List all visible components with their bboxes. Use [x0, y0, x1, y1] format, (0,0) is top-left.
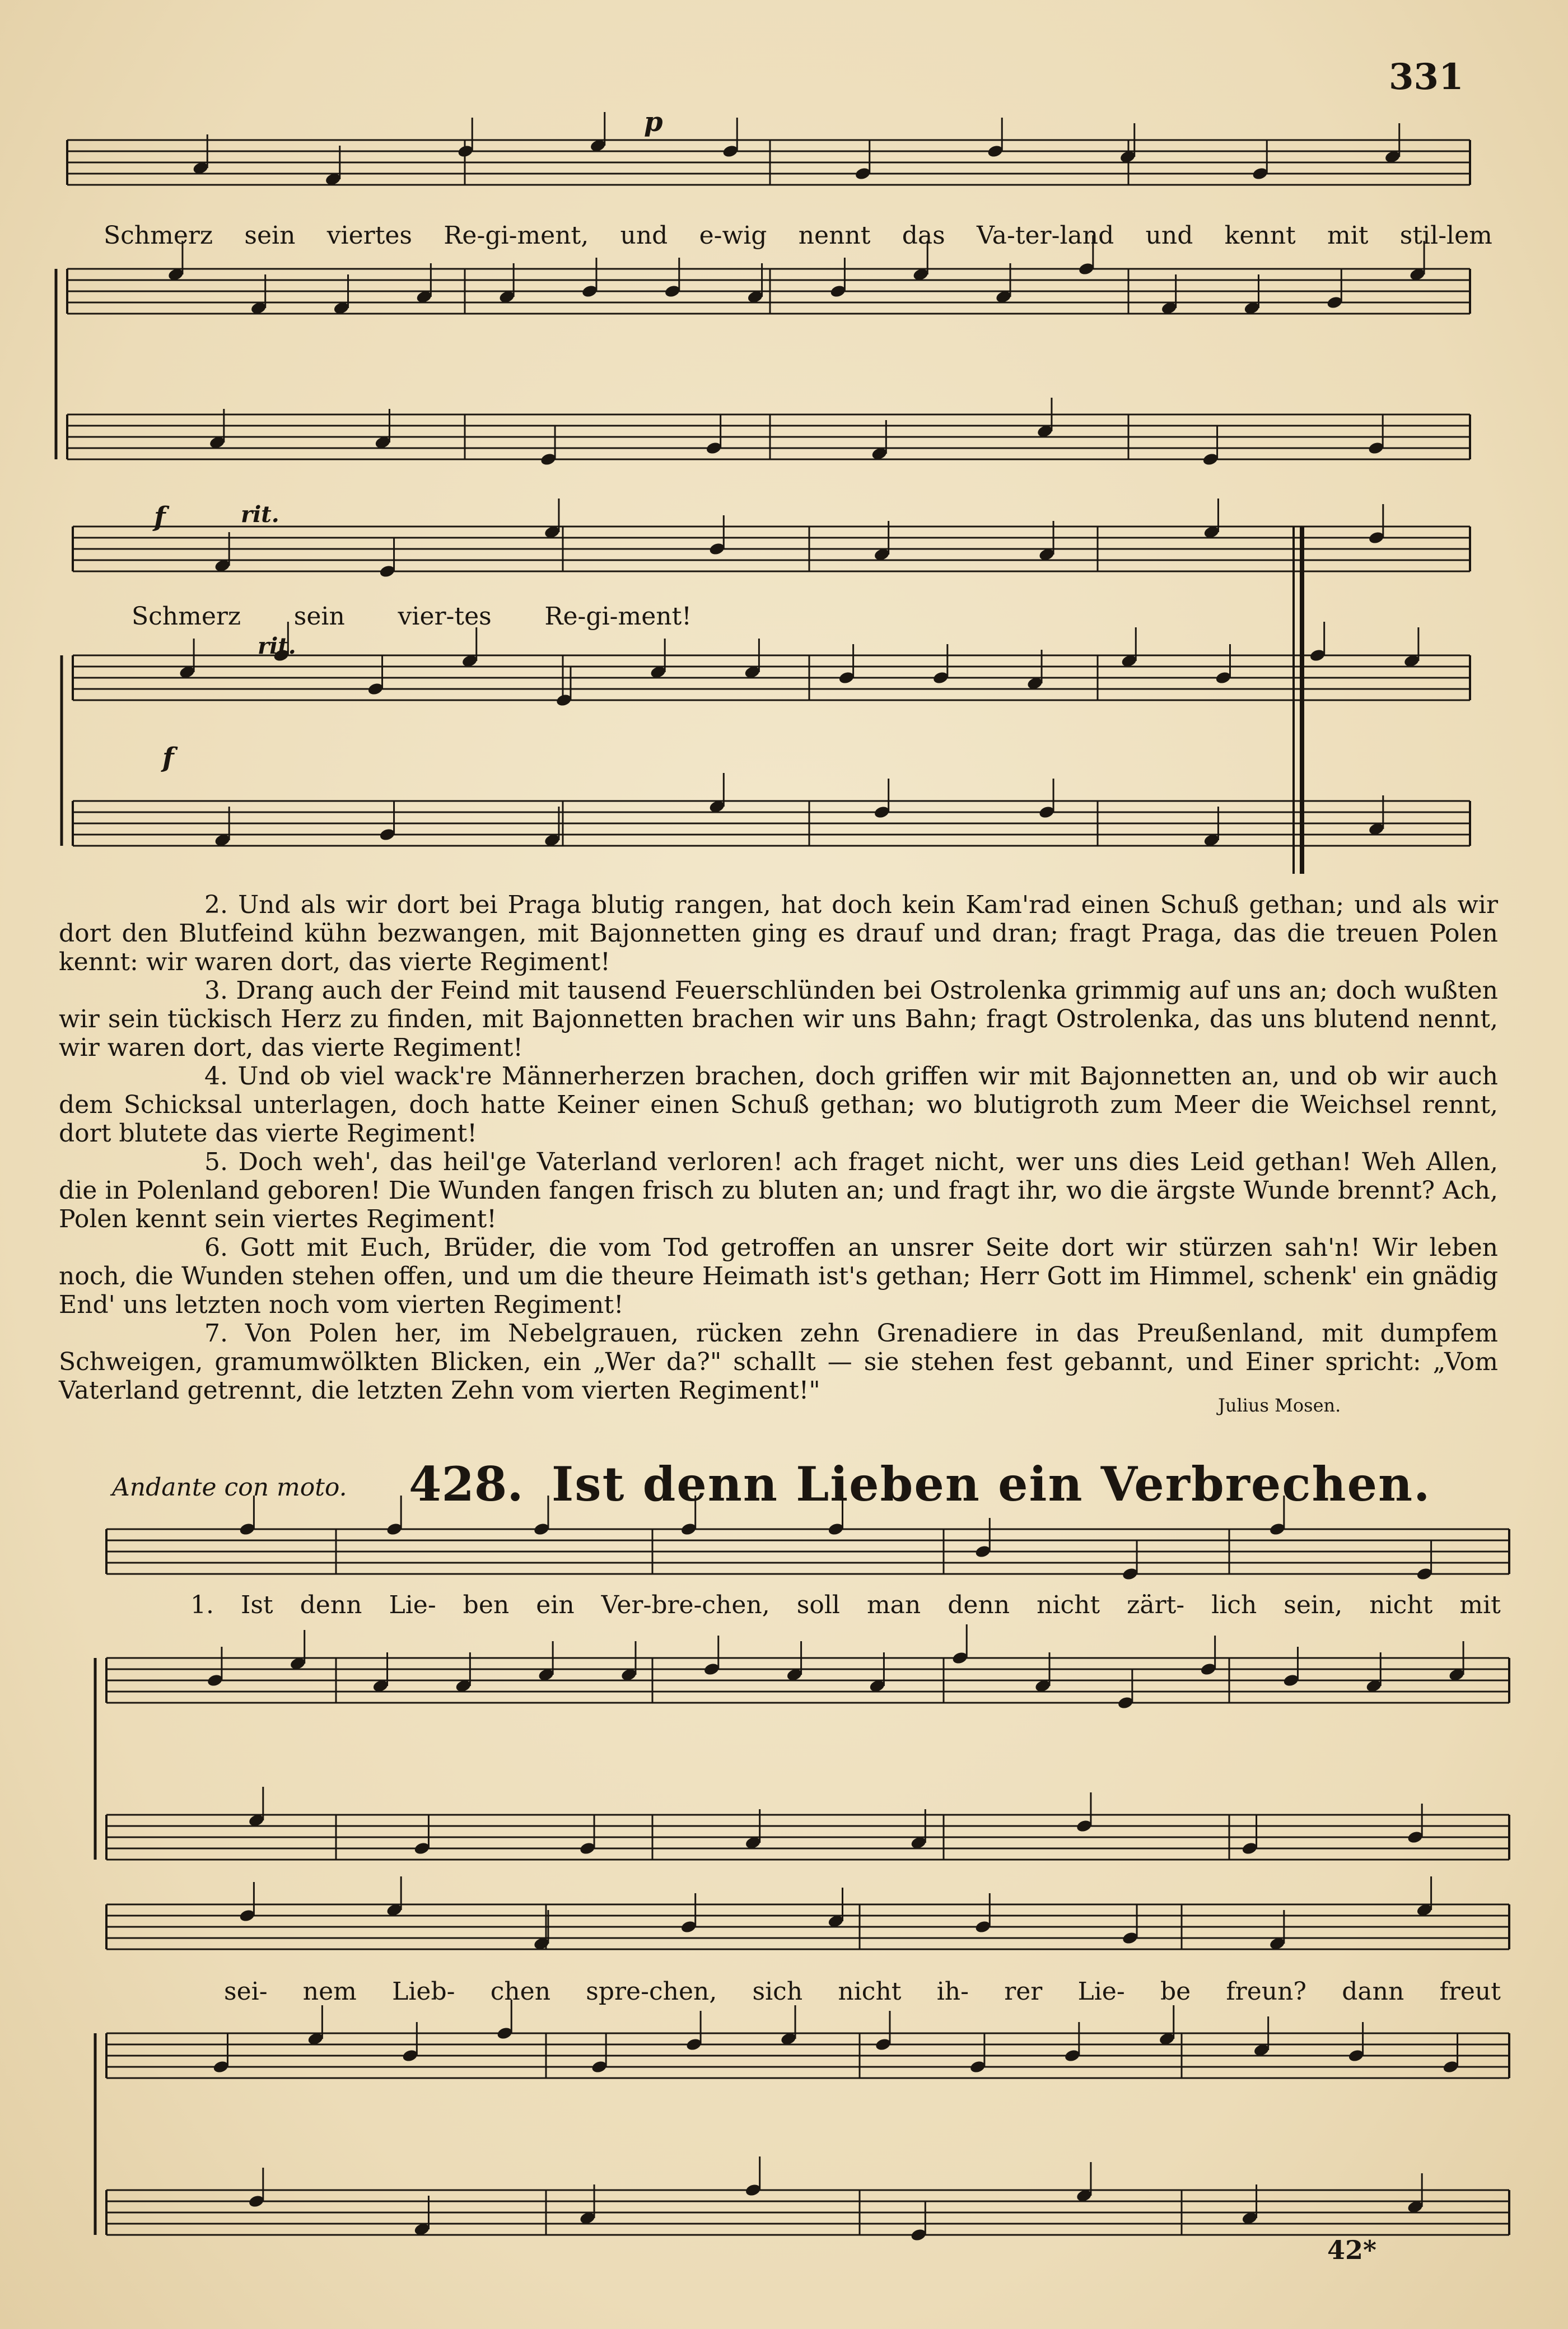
lyrics-system-1 — [104, 221, 1492, 250]
lyric-word: viertes — [326, 221, 413, 250]
ritardando-piano: rit. — [258, 633, 296, 659]
lyric-word: denn — [948, 1591, 1010, 1619]
lyric-word: und — [1145, 221, 1193, 250]
verse-7: 7. Von Polen her, im Nebelgrauen, rücken zehn Grenadiere in das Preußenland, mit dumpfem Schweigen, gramumwölkten Blicken, ein „Wer da?" schallt — sie stehen fest gebannt, und Einer spricht: „Vom Vaterland getrennt, die letzten Zehn vom vierten Regiment!" — [59, 1319, 1498, 1405]
lyric-word: dann — [1342, 1977, 1404, 2006]
lyric-word: freut — [1439, 1977, 1501, 2006]
lyric-word: denn — [300, 1591, 362, 1619]
lyric-word: sein — [244, 221, 296, 250]
lyric-word: Schmerz — [104, 221, 213, 250]
verse-4: 4. Und ob viel wack're Männerherzen brachen, doch griffen wir mit Bajonnetten an, und ob wir auch dem Schicksal unterlagen, doch hatte Keiner einen Schuß gethan; wo blutigroth zum Meer die Weichsel rennt, dort blutete das vierte Regiment! — [59, 1062, 1498, 1148]
ritardando-voice: rit. — [241, 501, 279, 528]
lyric-word: 1. — [190, 1591, 214, 1619]
dynamic-forte-piano: f — [162, 742, 174, 774]
song-number: 428. — [409, 1456, 524, 1512]
lyric-word: nicht — [838, 1977, 902, 2006]
lyric-word: nicht — [1369, 1591, 1433, 1619]
lyric-word: soll — [796, 1591, 840, 1619]
lyric-word: nem — [302, 1977, 357, 2006]
lyric-word: nicht — [1037, 1591, 1100, 1619]
lyric-word: Ist — [240, 1591, 273, 1619]
dynamic-forte-voice: f — [154, 501, 166, 533]
lyric-word: Re-gi-ment! — [544, 602, 692, 631]
lyric-word: Va-ter-land — [977, 221, 1114, 250]
lyric-word: Ver-bre-chen, — [601, 1591, 770, 1619]
lyric-word: Schmerz — [132, 602, 241, 631]
lyric-word: mit — [1459, 1591, 1501, 1619]
lyric-word: ben — [463, 1591, 510, 1619]
lyric-word: freun? — [1226, 1977, 1306, 2006]
lyric-word: rer — [1004, 1977, 1043, 2006]
author-attribution: Julius Mosen. — [1218, 1395, 1341, 1416]
lyric-word: chen — [490, 1977, 551, 2006]
verse-5: 5. Doch weh', das heil'ge Vaterland verloren! ach fraget nicht, wer uns dies Leid gethan! Weh Allen, die in Polenland geboren! Die Wunden fangen frisch zu bluten an; und fragt ihr, wo die ärgste Wunde brennt? Ach, Polen kennt sein viertes Regiment! — [59, 1148, 1498, 1233]
song-lyrics-line-1 — [190, 1591, 1501, 1619]
lyric-word: lich — [1211, 1591, 1257, 1619]
lyric-word: Lie- — [1077, 1977, 1125, 2006]
lyric-word: zärt- — [1127, 1591, 1185, 1619]
lyric-word: stil-lem — [1399, 221, 1492, 250]
lyric-word: kennt — [1224, 221, 1296, 250]
lyric-word: e-wig — [699, 221, 767, 250]
verses-text — [59, 891, 1498, 1405]
lyric-word: Lieb- — [392, 1977, 455, 2006]
lyric-word: Lie- — [389, 1591, 436, 1619]
lyric-word: sein, — [1284, 1591, 1343, 1619]
lyric-word: ih- — [936, 1977, 969, 2006]
lyrics-system-2 — [132, 602, 692, 631]
song-title: Ist denn Lieben ein Verbrechen. — [552, 1456, 1431, 1512]
signature-mark: 42* — [1327, 2235, 1377, 2265]
page-number: 331 — [1389, 56, 1464, 98]
lyric-word: ein — [536, 1591, 575, 1619]
tempo-marking: Andante con moto. — [112, 1473, 347, 1502]
lyric-word: und — [620, 221, 668, 250]
lyric-word: sei- — [224, 1977, 268, 2006]
dynamic-piano: p — [644, 106, 663, 138]
lyric-word: das — [902, 221, 945, 250]
lyric-word: vier-tes — [398, 602, 492, 631]
song-lyrics-line-2 — [224, 1977, 1501, 2006]
lyric-word: sein — [293, 602, 345, 631]
lyric-word: man — [866, 1591, 921, 1619]
lyric-word: spre-chen, — [586, 1977, 717, 2006]
lyric-word: nennt — [798, 221, 871, 250]
lyric-word: Re-gi-ment, — [444, 221, 589, 250]
lyric-word: be — [1160, 1977, 1191, 2006]
lyric-word: mit — [1327, 221, 1369, 250]
verse-3: 3. Drang auch der Feind mit tausend Feuerschlünden bei Ostrolenka grimmig auf uns an; doch wußten wir sein tückisch Herz zu finden, mit Bajonnetten brachen wir uns Bahn; fragt Ostrolenka, das uns blutend nennt, wir waren dort, das vierte Regiment! — [59, 976, 1498, 1062]
lyric-word: sich — [752, 1977, 803, 2006]
verse-6: 6. Gott mit Euch, Brüder, die vom Tod getroffen an unsrer Seite dort wir stürzen sah'n! Wir leben noch, die Wunden stehen offen, und um die theure Heimath ist's gethan; Herr Gott im Himmel, schenk' ein gnädig End' uns letzten noch vom vierten Regiment! — [59, 1233, 1498, 1319]
verse-2: 2. Und als wir dort bei Praga blutig rangen, hat doch kein Kam'rad einen Schuß gethan; und als wir dort den Blutfeind kühn bezwangen, mit Bajonnetten ging es drauf und dran; fragt Praga, das die treuen Polen kennt: wir waren dort, das vierte Regiment! — [59, 891, 1498, 976]
